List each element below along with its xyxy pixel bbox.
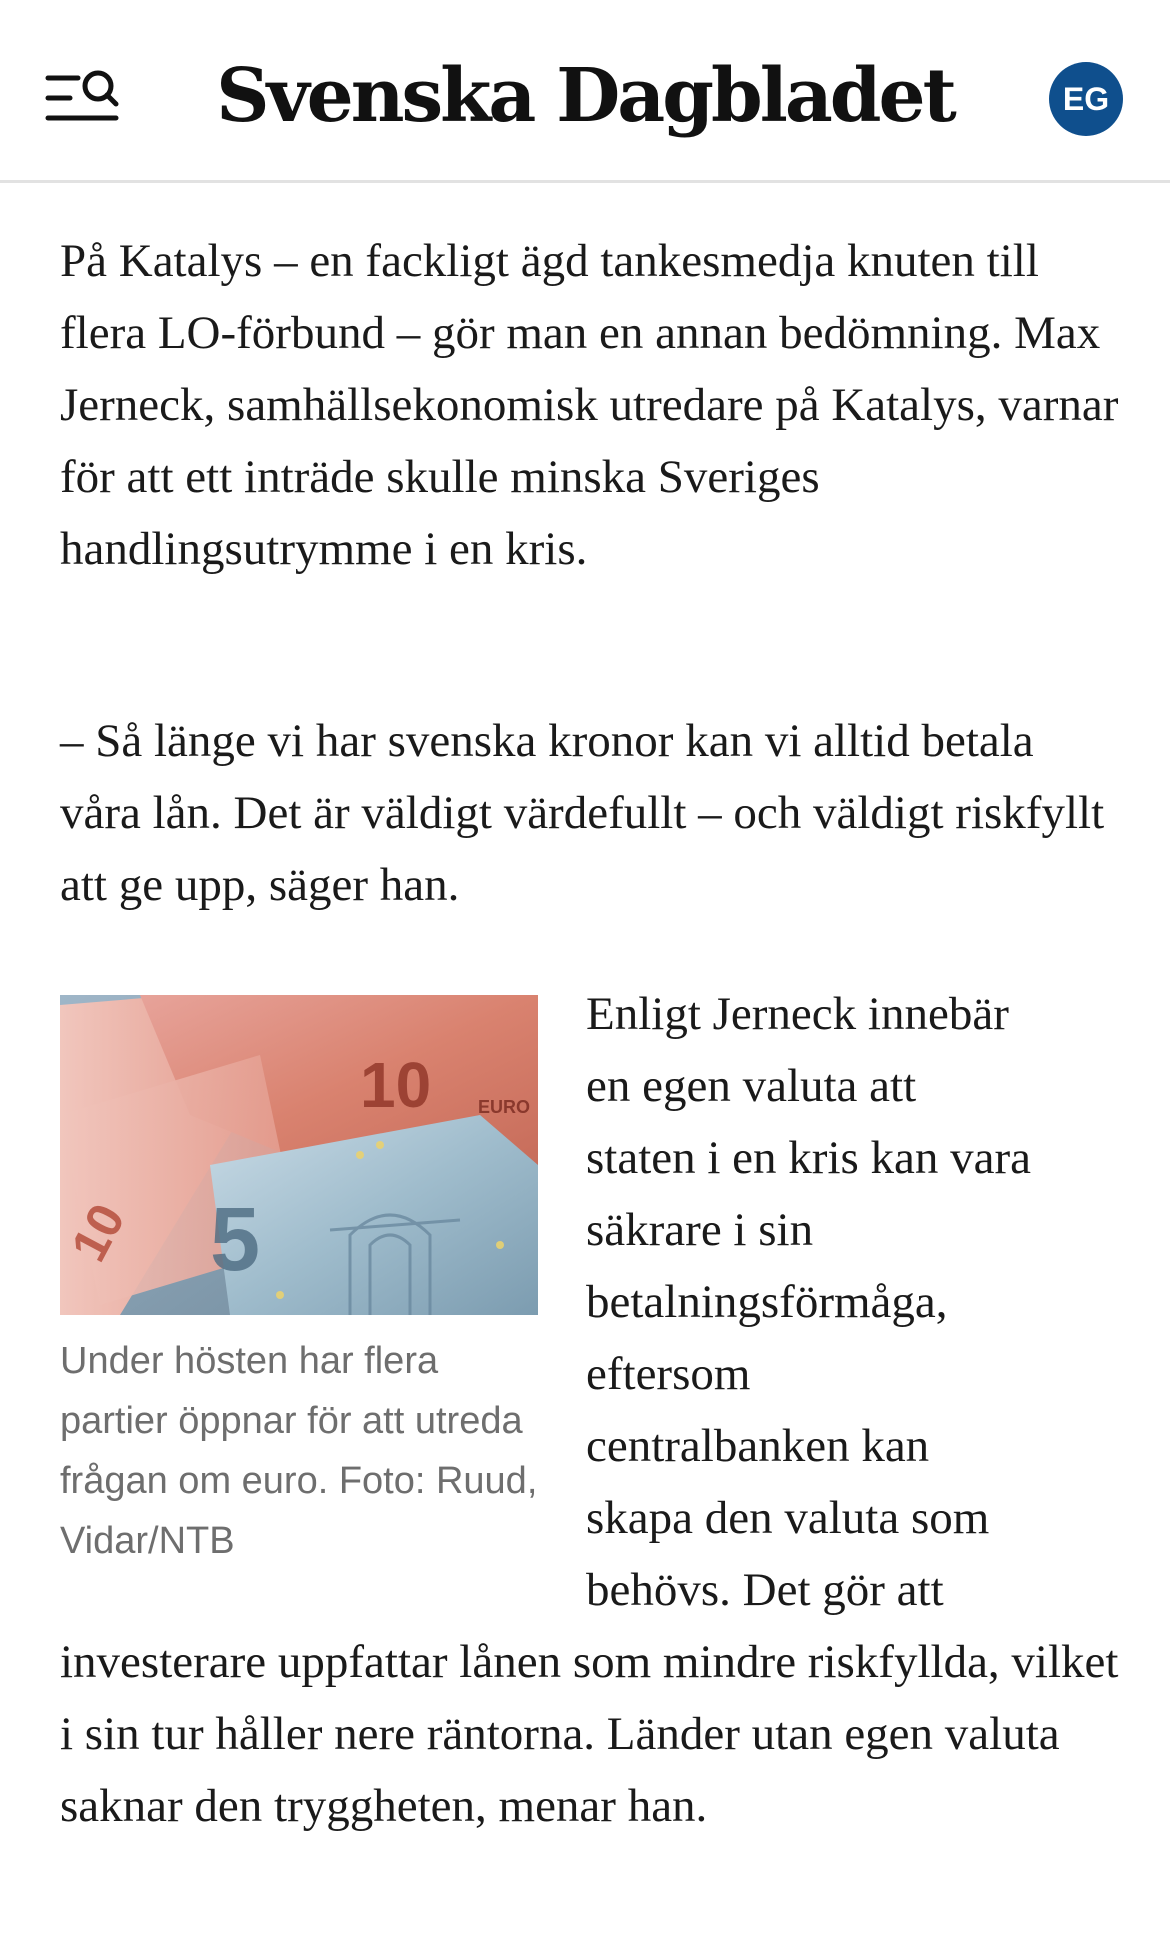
top-bar — [0, 0, 1170, 183]
user-avatar[interactable]: EG — [1049, 62, 1123, 136]
wrapped-line: skapa den valuta som — [586, 1492, 990, 1544]
article-paragraph: På Katalys – en fackligt ägd tankesmedja knuten till flera LO-förbund – gör man en annan bedömning. Max Jerneck, samhällsekonomisk utredare på Katalys, varnar för att ett inträde skulle minska Sveriges handlingsutrymme i en kris. — [60, 235, 1119, 575]
wrapped-line: behövs. Det gör att — [586, 1564, 944, 1616]
wrapped-line: centralbanken kan — [586, 1420, 930, 1472]
banknote-10-label: 10 — [360, 1049, 432, 1121]
wrapped-line: säkrare i sin — [586, 1204, 814, 1256]
site-logo[interactable]: Svenska Dagbladet — [216, 53, 954, 139]
banknote-euro-label: EURO — [478, 1097, 531, 1117]
article-quote-paragraph: – Så länge vi har svenska kronor kan vi alltid betala våra lån. Det är väldigt värdefullt – och väldigt riskfyllt att ge upp, säger han. — [60, 715, 1105, 911]
euro-banknotes-photo[interactable] — [60, 995, 538, 1315]
article-figure — [60, 995, 538, 1571]
wrapped-line: eftersom — [586, 1348, 751, 1400]
article-paragraph-continued: investerare uppfattar lånen som mindre riskfyllda, vilket i sin tur håller nere räntorna. Länder utan egen valuta saknar den tryggheten, menar han. — [60, 1636, 1119, 1832]
wrapped-line: staten i en kris kan vara — [586, 1132, 1032, 1184]
wrapped-line: en egen valuta att — [586, 1060, 917, 1112]
banknote-10-side-label: 10 — [60, 1194, 136, 1271]
article-paragraph-wrapped — [586, 978, 1126, 1626]
wrapped-line: betalningsförmåga, — [586, 1276, 948, 1328]
figure-caption: Under hösten har flera partier öppnar för att utreda frågan om euro. Foto: Ruud, Vidar/NTB — [60, 1340, 538, 1562]
banknote-5-label: 5 — [210, 1190, 261, 1290]
wrapped-line: Enligt Jerneck innebär — [586, 988, 1009, 1040]
